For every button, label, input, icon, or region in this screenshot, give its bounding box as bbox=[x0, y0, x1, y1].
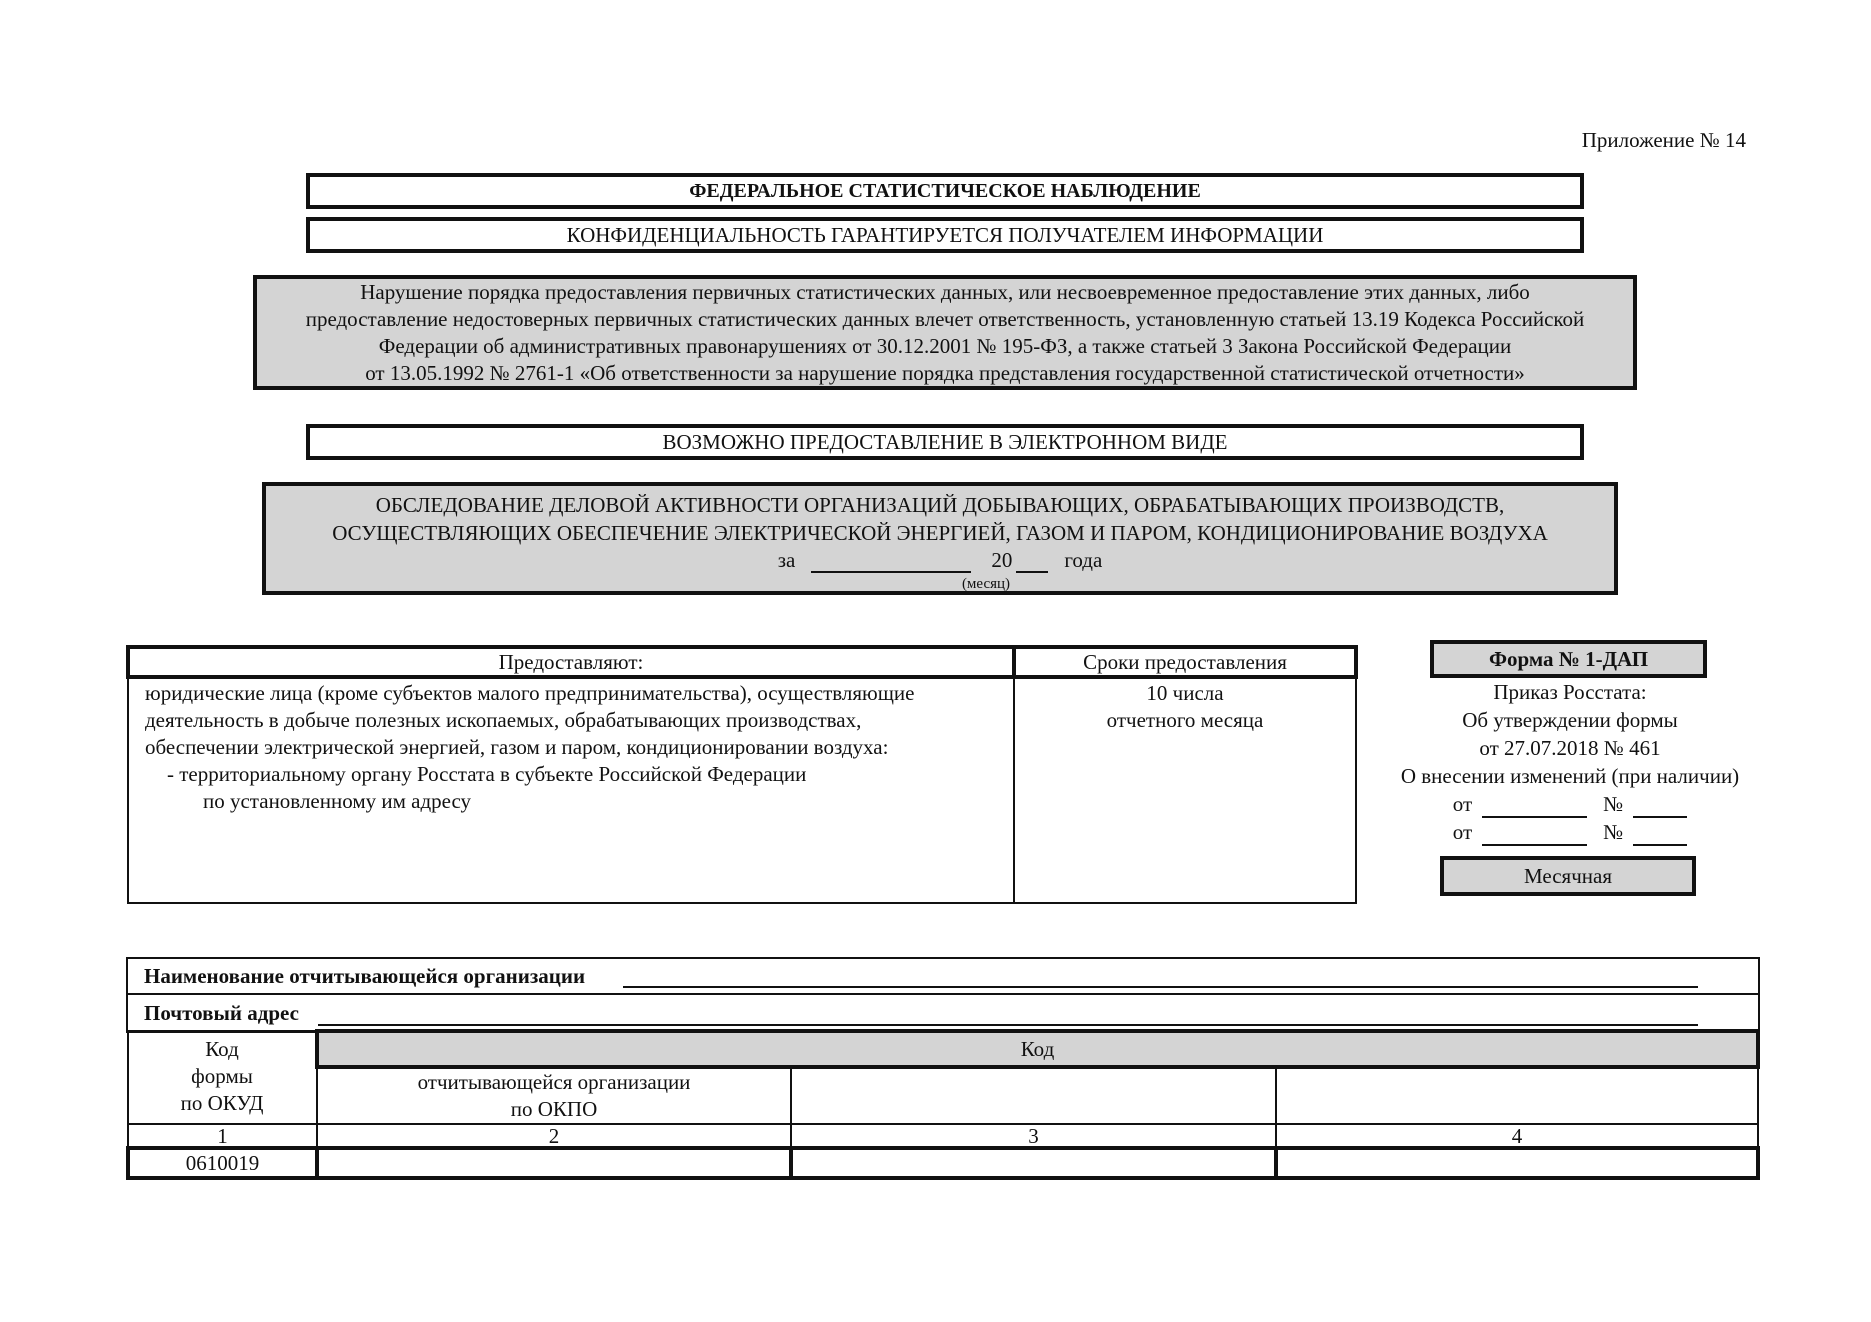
deadline-column-header: Сроки предоставления bbox=[1014, 647, 1356, 677]
code-column-4-header bbox=[1276, 1067, 1758, 1124]
confidentiality-header: КОНФИДЕНЦИАЛЬНОСТЬ ГАРАНТИРУЕТСЯ ПОЛУЧАТЕЛЕМ ИНФОРМАЦИИ bbox=[306, 217, 1584, 253]
code-column-4-field[interactable] bbox=[1276, 1148, 1758, 1178]
organization-name-field[interactable] bbox=[623, 986, 1698, 988]
period-za: за bbox=[777, 548, 796, 572]
amendment-ot-label: от bbox=[1452, 792, 1473, 816]
survey-title-line: ОСУЩЕСТВЛЯЮЩИХ ОБЕСПЕЧЕНИЕ ЭЛЕКТРИЧЕСКОЙ ЭНЕРГИЕЙ, ГАЗОМ И ПАРОМ, КОНДИЦИОНИРОВАНИЕ ВОЗДУХА bbox=[332, 521, 1548, 545]
amendment-date-field[interactable] bbox=[1482, 824, 1587, 846]
order-line: О внесении изменений (при наличии) bbox=[1400, 764, 1740, 788]
order-line: от 27.07.2018 № 461 bbox=[1479, 736, 1661, 760]
organization-block bbox=[126, 957, 1760, 1033]
survey-title-box bbox=[262, 482, 1618, 595]
okpo-header-line: отчитывающейся организации bbox=[417, 1070, 691, 1094]
postal-address-row bbox=[128, 995, 1758, 1031]
liability-warning bbox=[253, 275, 1637, 390]
code-group-header: Код bbox=[317, 1031, 1758, 1067]
month-field[interactable] bbox=[811, 551, 971, 573]
warning-line: предоставление недостоверных первичных статистических данных влечет ответственность, установленную статьей 13.19 Кодекса Российской bbox=[305, 306, 1585, 331]
order-line: Приказ Росстата: bbox=[1493, 680, 1647, 704]
year-suffix: года bbox=[1064, 548, 1103, 572]
submitters-item-continued: по установленному им адресу bbox=[203, 789, 472, 813]
organization-name-label: Наименование отчитывающейся организации bbox=[144, 963, 586, 988]
okud-header-line: формы bbox=[191, 1064, 253, 1088]
appendix-label: Приложение № 14 bbox=[1581, 128, 1746, 152]
deadline-line: отчетного месяца bbox=[1106, 708, 1264, 732]
deadline-line: 10 числа bbox=[1146, 681, 1224, 705]
code-column-3-field[interactable] bbox=[791, 1148, 1276, 1178]
amendment-no-label: № bbox=[1603, 792, 1624, 816]
deadline-cell bbox=[1014, 677, 1356, 903]
warning-line: от 13.05.1992 № 2761-1 «Об ответственности за нарушение порядка представления государственной статистической отчетности» bbox=[365, 360, 1525, 385]
amendment-row bbox=[1380, 818, 1760, 846]
okpo-header-line: по ОКПО bbox=[510, 1097, 598, 1121]
column-number: 4 bbox=[1276, 1124, 1758, 1148]
amendment-number-field[interactable] bbox=[1633, 796, 1687, 818]
amendment-number-field[interactable] bbox=[1633, 824, 1687, 846]
okud-header-line: по ОКУД bbox=[180, 1091, 264, 1115]
year-prefix: 20 bbox=[991, 548, 1013, 572]
amendment-row bbox=[1380, 790, 1760, 818]
submitters-line: юридические лица (кроме субъектов малого предпринимательства), осуществляющие bbox=[145, 681, 915, 705]
year-field[interactable] bbox=[1016, 551, 1048, 573]
postal-address-label: Почтовый адрес bbox=[144, 1000, 299, 1025]
submitters-cell bbox=[128, 677, 1014, 903]
federal-observation-header: ФЕДЕРАЛЬНОЕ СТАТИСТИЧЕСКОЕ НАБЛЮДЕНИЕ bbox=[306, 173, 1584, 209]
okpo-header bbox=[317, 1067, 791, 1124]
organization-name-row bbox=[128, 959, 1758, 995]
submitters-column-header: Предоставляют: bbox=[128, 647, 1014, 677]
order-info bbox=[1380, 678, 1760, 846]
submitters-item: - территориальному органу Росстата в субъекте Российской Федерации bbox=[167, 762, 807, 786]
codes-table bbox=[126, 1029, 1760, 1180]
okud-header bbox=[128, 1031, 317, 1124]
reporting-period bbox=[778, 547, 1103, 573]
submitters-line: обеспечении электрической энергией, газом и паром, кондиционировании воздуха: bbox=[145, 735, 889, 759]
column-number: 1 bbox=[128, 1124, 317, 1148]
submitters-line: деятельность в добыче полезных ископаемых, обрабатывающих производствах, bbox=[145, 708, 862, 732]
amendment-no-label: № bbox=[1603, 820, 1624, 844]
column-number: 3 bbox=[791, 1124, 1276, 1148]
warning-line: Нарушение порядка предоставления первичных статистических данных, или несвоевременное предоставление этих данных, либо bbox=[360, 279, 1530, 304]
okud-header-line: Код bbox=[205, 1037, 239, 1061]
month-note: (месяц) bbox=[961, 576, 1011, 593]
postal-address-field[interactable] bbox=[318, 1024, 1698, 1026]
order-line: Об утверждении формы bbox=[1462, 708, 1678, 732]
okpo-code-field[interactable] bbox=[317, 1148, 791, 1178]
form-number: Форма № 1-ДАП bbox=[1430, 640, 1707, 678]
code-column-3-header bbox=[791, 1067, 1276, 1124]
warning-line: Федерации об административных правонарушениях от 30.12.2001 № 195-ФЗ, а также статьей 3 Закона Российской Федерации bbox=[378, 333, 1512, 358]
electronic-submission-header: ВОЗМОЖНО ПРЕДОСТАВЛЕНИЕ В ЭЛЕКТРОННОМ ВИДЕ bbox=[306, 424, 1584, 460]
amendment-ot-label: от bbox=[1452, 820, 1473, 844]
amendment-date-field[interactable] bbox=[1482, 796, 1587, 818]
submission-table bbox=[126, 645, 1358, 904]
periodicity-badge: Месячная bbox=[1440, 856, 1696, 896]
column-number: 2 bbox=[317, 1124, 791, 1148]
survey-title-line: ОБСЛЕДОВАНИЕ ДЕЛОВОЙ АКТИВНОСТИ ОРГАНИЗАЦИЙ ДОБЫВАЮЩИХ, ОБРАБАТЫВАЮЩИХ ПРОИЗВОДСТВ, bbox=[375, 493, 1505, 517]
okud-code-value: 0610019 bbox=[128, 1148, 317, 1178]
